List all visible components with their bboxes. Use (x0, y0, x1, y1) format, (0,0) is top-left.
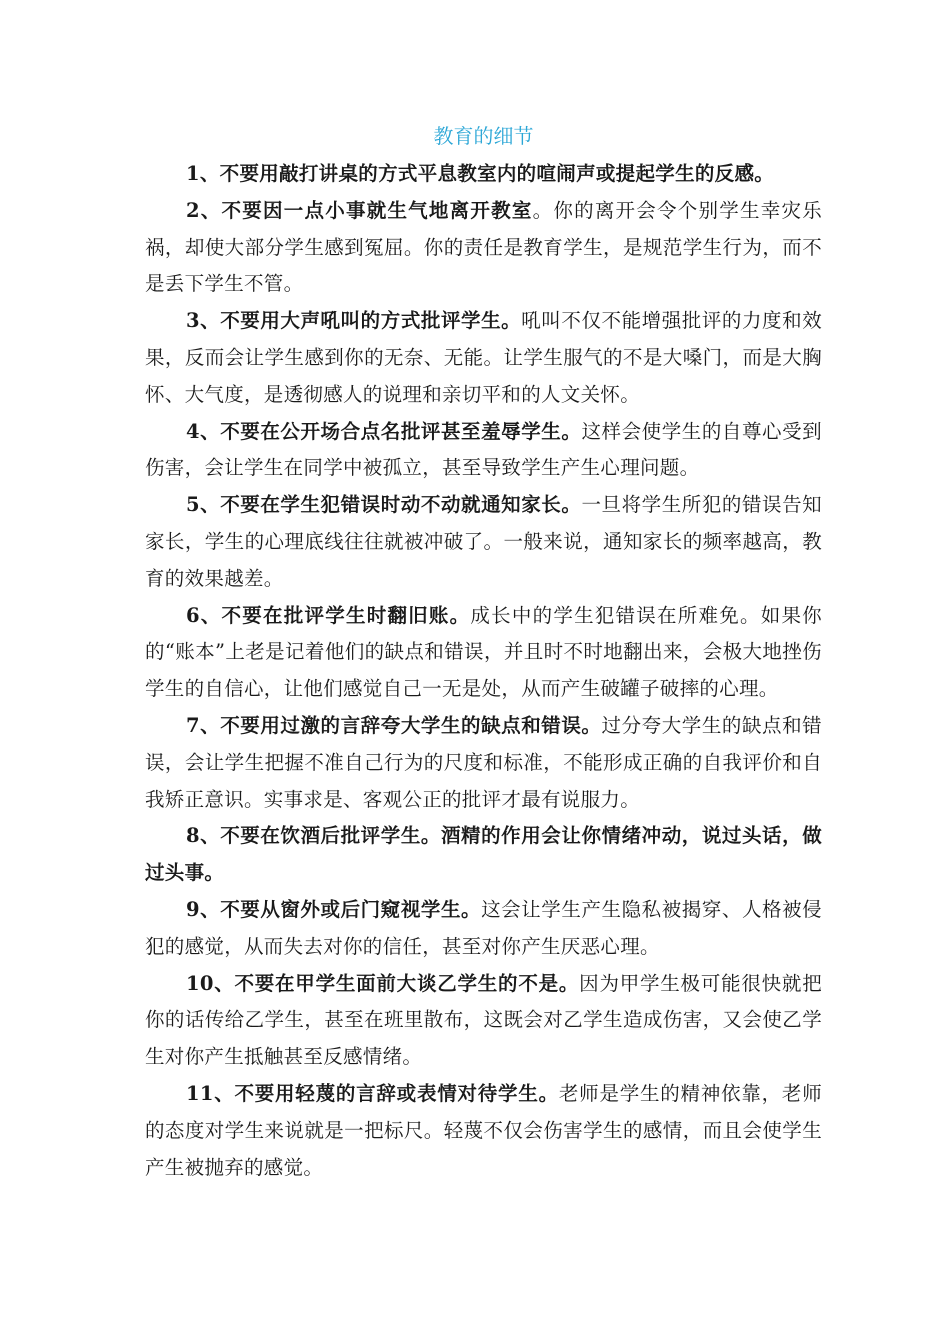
paragraph-body: 成长中的学生犯错误在所难免。如果你的“账本”上老是记着他们的缺点和错误，并且时不时地翻出来，会极大地挫伤学生的自信心，让他们感觉自己一无是处，从而产生破罐子破摔的心理。 (145, 603, 822, 701)
paragraph-6 (145, 598, 822, 708)
paragraph-body: 。你的离开会令个别学生幸灾乐祸，却使大部分学生感到冤屈。你的责任是教育学生，是规范学生行为，而不是丢下学生不管。 (145, 198, 822, 296)
paragraph-5 (145, 487, 822, 597)
paragraph-heading: 5、不要在学生犯错误时动不动就通知家长。 (186, 493, 582, 517)
paragraph-heading: 7、不要用过激的言辞夸大学生的缺点和错误。 (186, 713, 602, 737)
paragraph-8 (145, 818, 822, 892)
paragraph-body: 过分夸大学生的缺点和错误，会让学生把握不准自己行为的尺度和标准，不能形成正确的自我评价和自我矫正意识。实事求是、客观公正的批评才最有说服力。 (145, 713, 822, 811)
paragraph-7 (145, 708, 822, 818)
paragraph-heading: 2、不要因一点小事就生气地离开教室 (186, 198, 533, 222)
paragraph-body: 这样会使学生的自尊心受到伤害，会让学生在同学中被孤立，甚至导致学生产生心理问题。 (145, 419, 822, 480)
document-title: 教育的细节 (433, 124, 534, 148)
paragraph-heading: 11、不要用轻蔑的言辞或表情对待学生。 (186, 1081, 559, 1105)
paragraph-heading: 3、不要用大声吼叫的方式批评学生。 (186, 309, 522, 333)
paragraph-heading: 10、不要在甲学生面前大谈乙学生的不是。 (186, 971, 580, 995)
paragraph-heading: 8、不要在饮酒后批评学生。酒精的作用会让你情绪冲动，说过头话，做过头事。 (145, 824, 822, 885)
paragraph-1 (145, 156, 822, 193)
paragraph-heading: 4、不要在公开场合点名批评甚至羞辱学生。 (186, 419, 582, 443)
paragraph-body: 一旦将学生所犯的错误告知家长，学生的心理底线往往就被冲破了。一般来说，通知家长的频率越高，教育的效果越差。 (145, 493, 822, 590)
paragraph-heading: 1、不要用敲打讲桌的方式平息教室内的喧闹声或提起学生的反感。 (186, 162, 775, 185)
paragraph-body: 这会让学生产生隐私被揭穿、人格被侵犯的感觉，从而失去对你的信任，甚至对你产生厌恶心理。 (145, 897, 822, 958)
paragraph-body: 老师是学生的精神依靠，老师的态度对学生来说就是一把标尺。轻蔑不仅会伤害学生的感情，而且会使学生产生被抛弃的感觉。 (145, 1081, 822, 1179)
paragraph-10 (145, 966, 822, 1076)
paragraph-2 (145, 193, 822, 303)
paragraph-heading: 6、不要在批评学生时翻旧账。 (186, 603, 471, 627)
paragraph-4 (145, 414, 822, 488)
paragraph-3 (145, 303, 822, 413)
paragraph-9 (145, 892, 822, 966)
paragraph-body: 因为甲学生极可能很快就把你的话传给乙学生，甚至在班里散布，这既会对乙学生造成伤害，又会使乙学生对你产生抵触甚至反感情绪。 (145, 971, 822, 1069)
paragraph-11 (145, 1076, 822, 1186)
paragraph-body: 吼叫不仅不能增强批评的力度和效果，反而会让学生感到你的无奈、无能。让学生服气的不是大嗓门，而是大胸怀、大气度，是透彻感人的说理和亲切平和的人文关怀。 (145, 309, 822, 406)
paragraph-heading: 9、不要从窗外或后门窥视学生。 (186, 897, 482, 921)
